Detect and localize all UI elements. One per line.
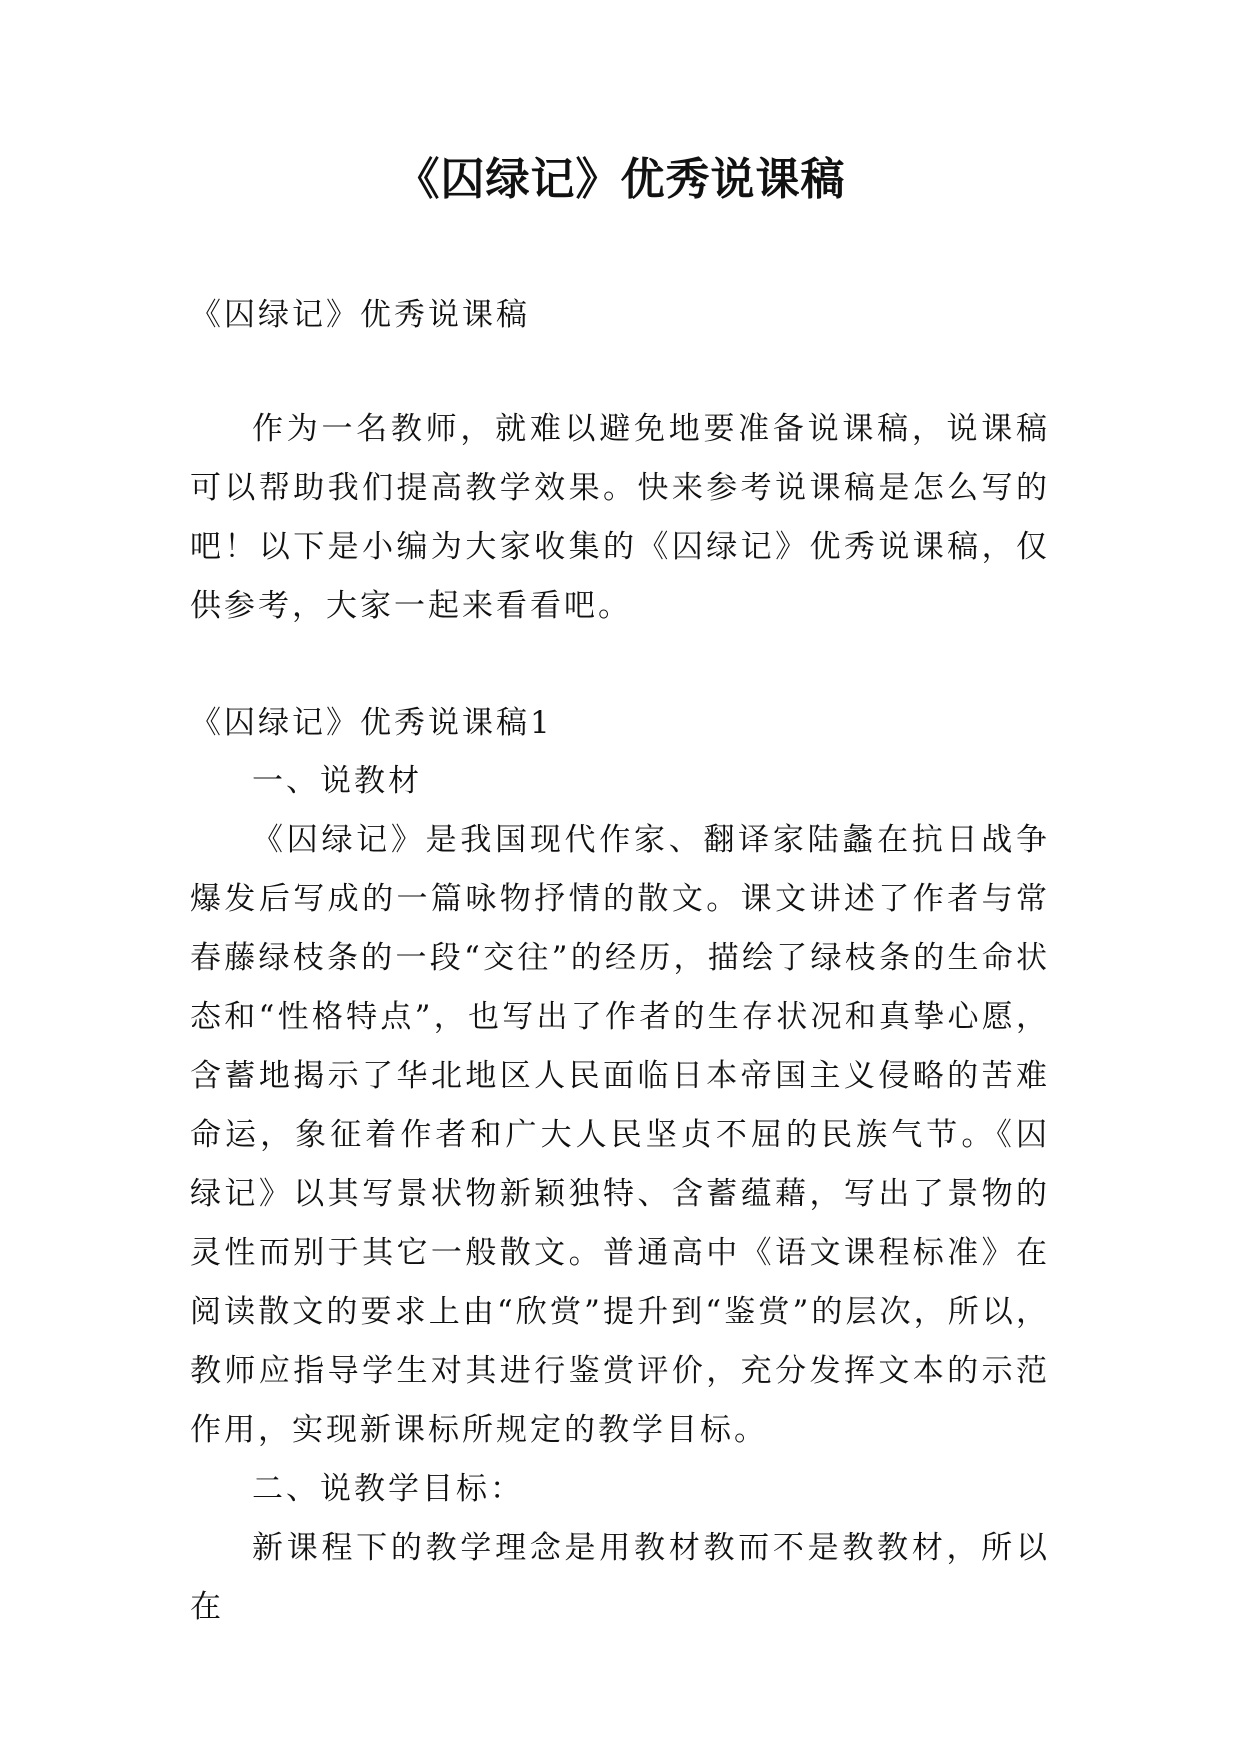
document-title: 《囚绿记》优秀说课稿 <box>395 154 846 205</box>
paragraph-teaching-goals: 新课程下的教学理念是用教材教而不是教教材，所以在 <box>190 1530 1050 1625</box>
section-title: 《囚绿记》优秀说课稿1 <box>190 705 553 741</box>
section-content <box>190 752 1050 1637</box>
document-subtitle: 《囚绿记》优秀说课稿 <box>190 297 530 333</box>
paragraph-teaching-material: 《囚绿记》是我国现代作家、翻译家陆蠡在抗日战争爆发后写成的一篇咏物抒情的散文。课文讲述了作者与常春藤绿枝条的一段“交往”的经历，描绘了绿枝条的生命状态和“性格特点”，也写出了作者的生存状况和真挚心愿，含蓄地揭示了华北地区人民面临日本帝国主义侵略的苦难命运，象征着作者和广大人民坚贞不屈的民族气节。《囚绿记》以其写景状物新颖独特、含蓄蕴藉，写出了景物的灵性而别于其它一般散文。普通高中《语文课程标准》在阅读散文的要求上由“欣赏”提升到“鉴赏”的层次，所以，教师应指导学生对其进行鉴赏评价，充分发挥文本的示范作用，实现新课标所规定的教学目标。 <box>190 822 1050 1448</box>
heading-teaching-material: 一、说教材 <box>252 763 422 799</box>
heading-teaching-goals: 二、说教学目标： <box>252 1471 524 1507</box>
intro-paragraph: 作为一名教师，就难以避免地要准备说课稿，说课稿可以帮助我们提高教学效果。快来参考说课稿是怎么写的吧！以下是小编为大家收集的《囚绿记》优秀说课稿，仅供参考，大家一起来看看吧。 <box>190 411 1050 624</box>
